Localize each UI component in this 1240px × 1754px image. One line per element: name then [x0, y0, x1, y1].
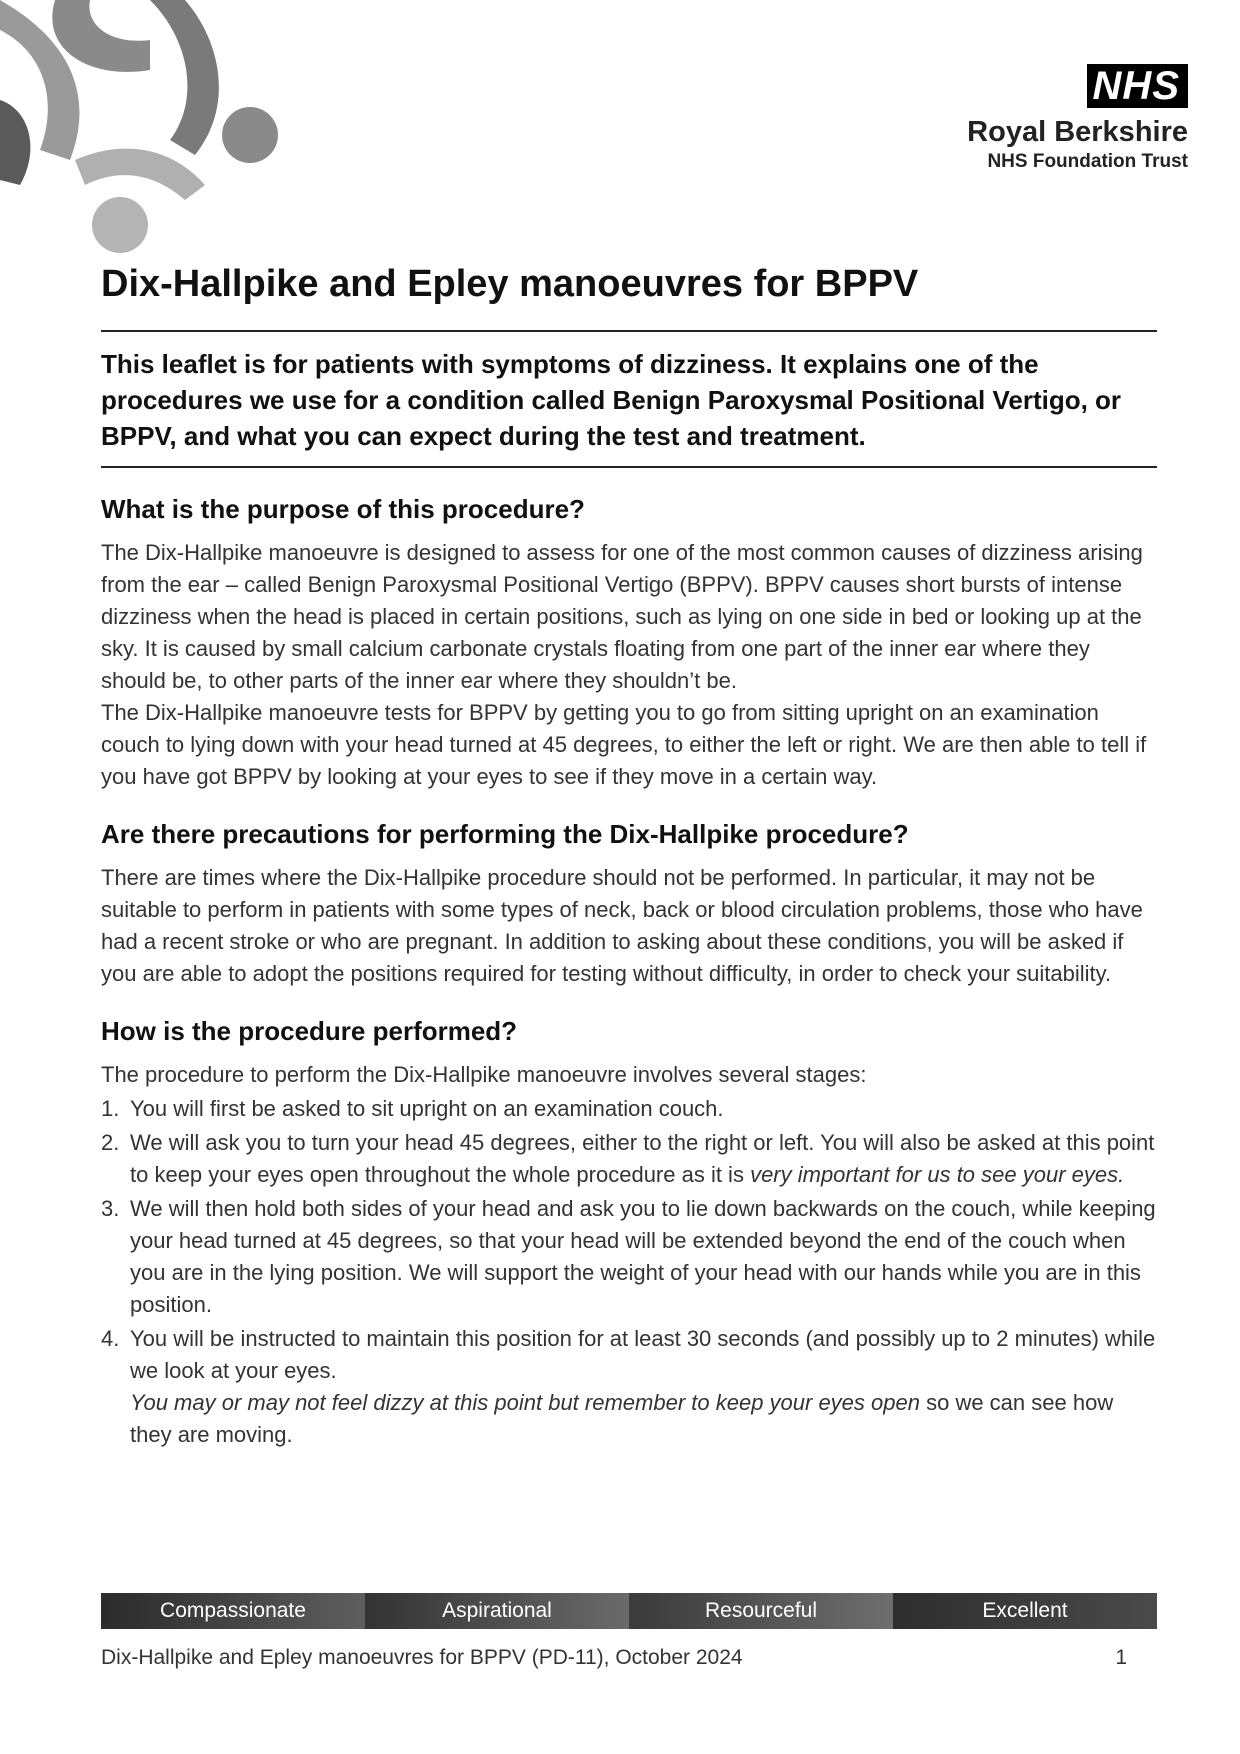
nhs-badge: NHS	[1087, 64, 1188, 108]
decorative-figures-graphic	[0, 0, 280, 260]
list-item: 3. We will then hold both sides of your head and ask you to lie down backwards on the couch, while keeping your head turned at 45 degrees, so that your head will be extended beyond the end of the couch when you are in the lying position. We will support the weight of your head with our hands while you are in this position.	[101, 1196, 1156, 1317]
section-heading-procedure: How is the procedure performed?	[101, 1016, 518, 1046]
nhs-trust-logo	[967, 64, 1188, 173]
paragraph: The Dix-Hallpike manoeuvre is designed to assess for one of the most common causes of dizziness arising from the ear – called Benign Paroxysmal Positional Vertigo (BPPV). BPPV causes short bursts of intense dizziness when the head is placed in certain positions, such as lying on one side in bed or looking up at the sky. It is caused by small calcium carbonate crystals floating from one part of the inner ear where they should be, to other parts of the inner ear where they shouldn’t be.	[101, 540, 1143, 693]
list-item: 1. You will first be asked to sit upright on an examination couch.	[101, 1096, 724, 1121]
list-item: 2. We will ask you to turn your head 45 degrees, either to the right or left. You will also be asked at this point to keep your eyes open throughout the whole procedure as it is very important for us to see your eyes.	[101, 1130, 1155, 1187]
list-item: 4. You will be instructed to maintain this position for at least 30 seconds (and possibly up to 2 minutes) while we look at your eyes. You may or may not feel dizzy at this point but remember to keep your eyes open so we can see how they are moving.	[101, 1326, 1156, 1447]
org-subtitle: NHS Foundation Trust	[987, 151, 1188, 172]
value-label: Compassionate	[101, 1593, 365, 1629]
leaflet-content	[101, 263, 1157, 1451]
intro-paragraph: This leaflet is for patients with symptoms of dizziness. It explains one of the procedures we use for a condition called Benign Paroxysmal Positional Vertigo, or BPPV, and what you can expect during the test and treatment.	[101, 349, 1122, 451]
section-heading-purpose: What is the purpose of this procedure?	[101, 494, 585, 524]
org-name: Royal Berkshire	[967, 116, 1188, 148]
trust-values-bar	[101, 1593, 1157, 1629]
divider	[101, 330, 1157, 332]
paragraph: There are times where the Dix-Hallpike procedure should not be performed. In particular, it may not be suitable to perform in patients with some types of neck, back or blood circulation problems, those who have had a recent stroke or who are pregnant. In addition to asking about these conditions, you will be asked if you are able to adopt the positions required for testing without difficulty, in order to check your suitability.	[101, 865, 1143, 986]
paragraph: The Dix-Hallpike manoeuvre tests for BPPV by getting you to go from sitting upright on an examination couch to lying down with your head turned at 45 degrees, to either the left or right. We are then able to tell if you have got BPPV by looking at your eyes to see if they move in a certain way.	[101, 700, 1147, 789]
section-heading-precautions: Are there precautions for performing the Dix-Hallpike procedure?	[101, 819, 909, 849]
page-title: Dix-Hallpike and Epley manoeuvres for BPPV	[101, 263, 919, 305]
value-label: Resourceful	[629, 1593, 893, 1629]
value-label: Excellent	[893, 1593, 1157, 1629]
paragraph: The procedure to perform the Dix-Hallpike manoeuvre involves several stages:	[101, 1062, 867, 1087]
procedure-steps-list	[101, 1093, 1157, 1451]
divider	[101, 466, 1157, 468]
footer-doc-reference: Dix-Hallpike and Epley manoeuvres for BPPV (PD-11), October 2024	[101, 1646, 743, 1669]
value-label: Aspirational	[365, 1593, 629, 1629]
page-number: 1	[1115, 1646, 1127, 1669]
